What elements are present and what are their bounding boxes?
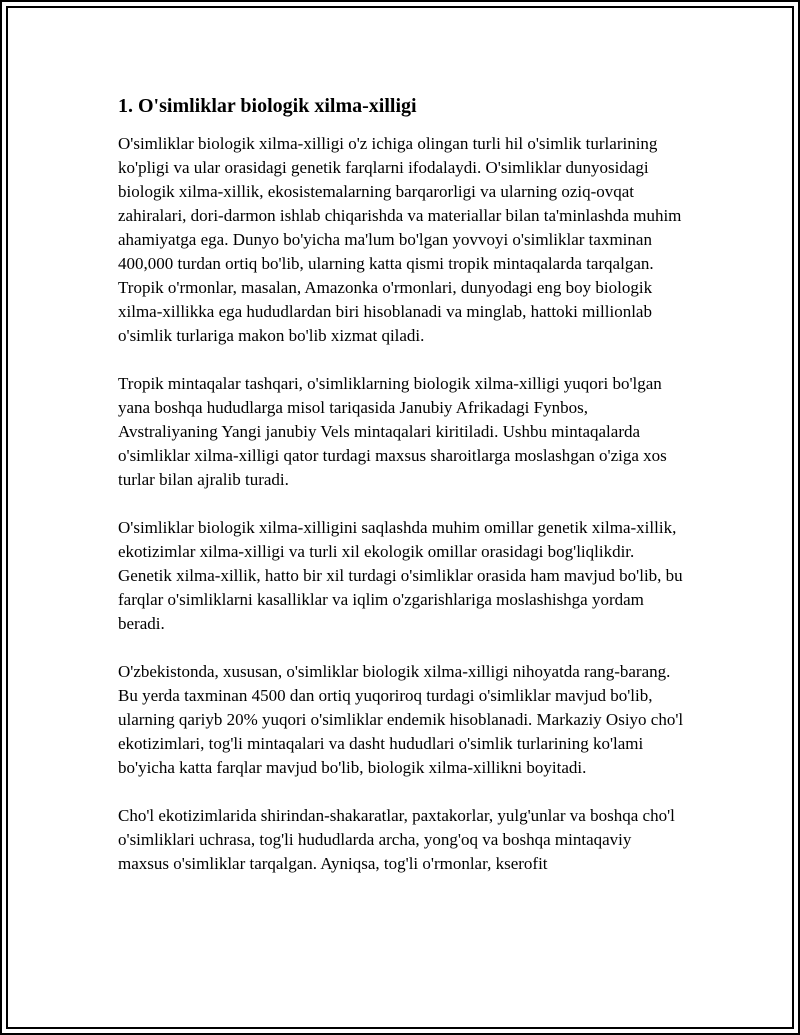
paragraph-5: Cho'l ekotizimlarida shirindan-shakaratlar, paxtakorlar, yulg'unlar va boshqa cho'l o'simliklari uchrasa, tog'li hududlarda archa, yong'oq va boshqa mintaqaviy maxsus o'simliklar tarqalgan. Ayniqsa, tog'li o'rmonlar, kserofit bbox=[118, 806, 675, 873]
paragraph-1: O'simliklar biologik xilma-xilligi o'z ichiga olingan turli hil o'simlik turlarining ko'pligi va ular orasidagi genetik farqlarni ifodalaydi. O'simliklar dunyosidagi biologik xilma-xillik, ekosistemalarning barqarorligi va ularning oziq-ovqat zahiralari, dori-darmon ishlab chiqarishda va materiallar bilan ta'minlashda muhim ahamiyatga ega. Dunyo bo'yicha ma'lum bo'lgan yovvoyi o'simliklar taxminan 400,000 turdan ortiq bo'lib, ularning katta qismi tropik mintaqalarda tarqalgan. Tropik o'rmonlar, masalan, Amazonka o'rmonlari, dunyodagi eng boy biologik xilma-xillikka ega hududlardan biri hisoblanadi va minglab, hattoki millionlab o'simlik turlariga makon bo'lib xizmat qiladi. bbox=[118, 134, 682, 345]
section-heading: 1. O'simliklar biologik xilma-xilligi bbox=[118, 95, 417, 117]
paragraph-4: O'zbekistonda, xususan, o'simliklar biologik xilma-xilligi nihoyatda rang-barang. Bu yerda taxminan 4500 dan ortiq yuqoriroq turdagi o'simliklar mavjud bo'lib, ularning qariyb 20% yuqori o'simliklar endemik hisoblanadi. Markaziy Osiyo cho'l ekotizimlari, tog'li mintaqalari va dasht hududlari o'simlik turlarining ko'lami bo'yicha katta farqlar mavjud bo'lib, biologik xilma-xillikni boyitadi. bbox=[118, 662, 684, 777]
document-body bbox=[118, 92, 686, 876]
paragraph-3: O'simliklar biologik xilma-xilligini saqlashda muhim omillar genetik xilma-xillik, ekotizimlar xilma-xilligi va turli xil ekologik omillar orasidagi bog'liqlikdir. Genetik xilma-xillik, hatto bir xil turdagi o'simliklar orasida ham mavjud bo'lib, bu farqlar o'simliklarni kasalliklar va iqlim o'zgarishlariga moslashishga yordam beradi. bbox=[118, 518, 683, 633]
paragraph-2: Tropik mintaqalar tashqari, o'simliklarning biologik xilma-xilligi yuqori bo'lgan yana boshqa hududlarga misol tariqasida Janubiy Afrikadagi Fynbos, Avstraliyaning Yangi janubiy Vels mintaqalari kiritiladi. Ushbu mintaqalarda o'simliklar xilma-xilligi qator turdagi maxsus sharoitlarga moslashgan o'ziga xos turlar bilan ajralib turadi. bbox=[118, 374, 667, 489]
